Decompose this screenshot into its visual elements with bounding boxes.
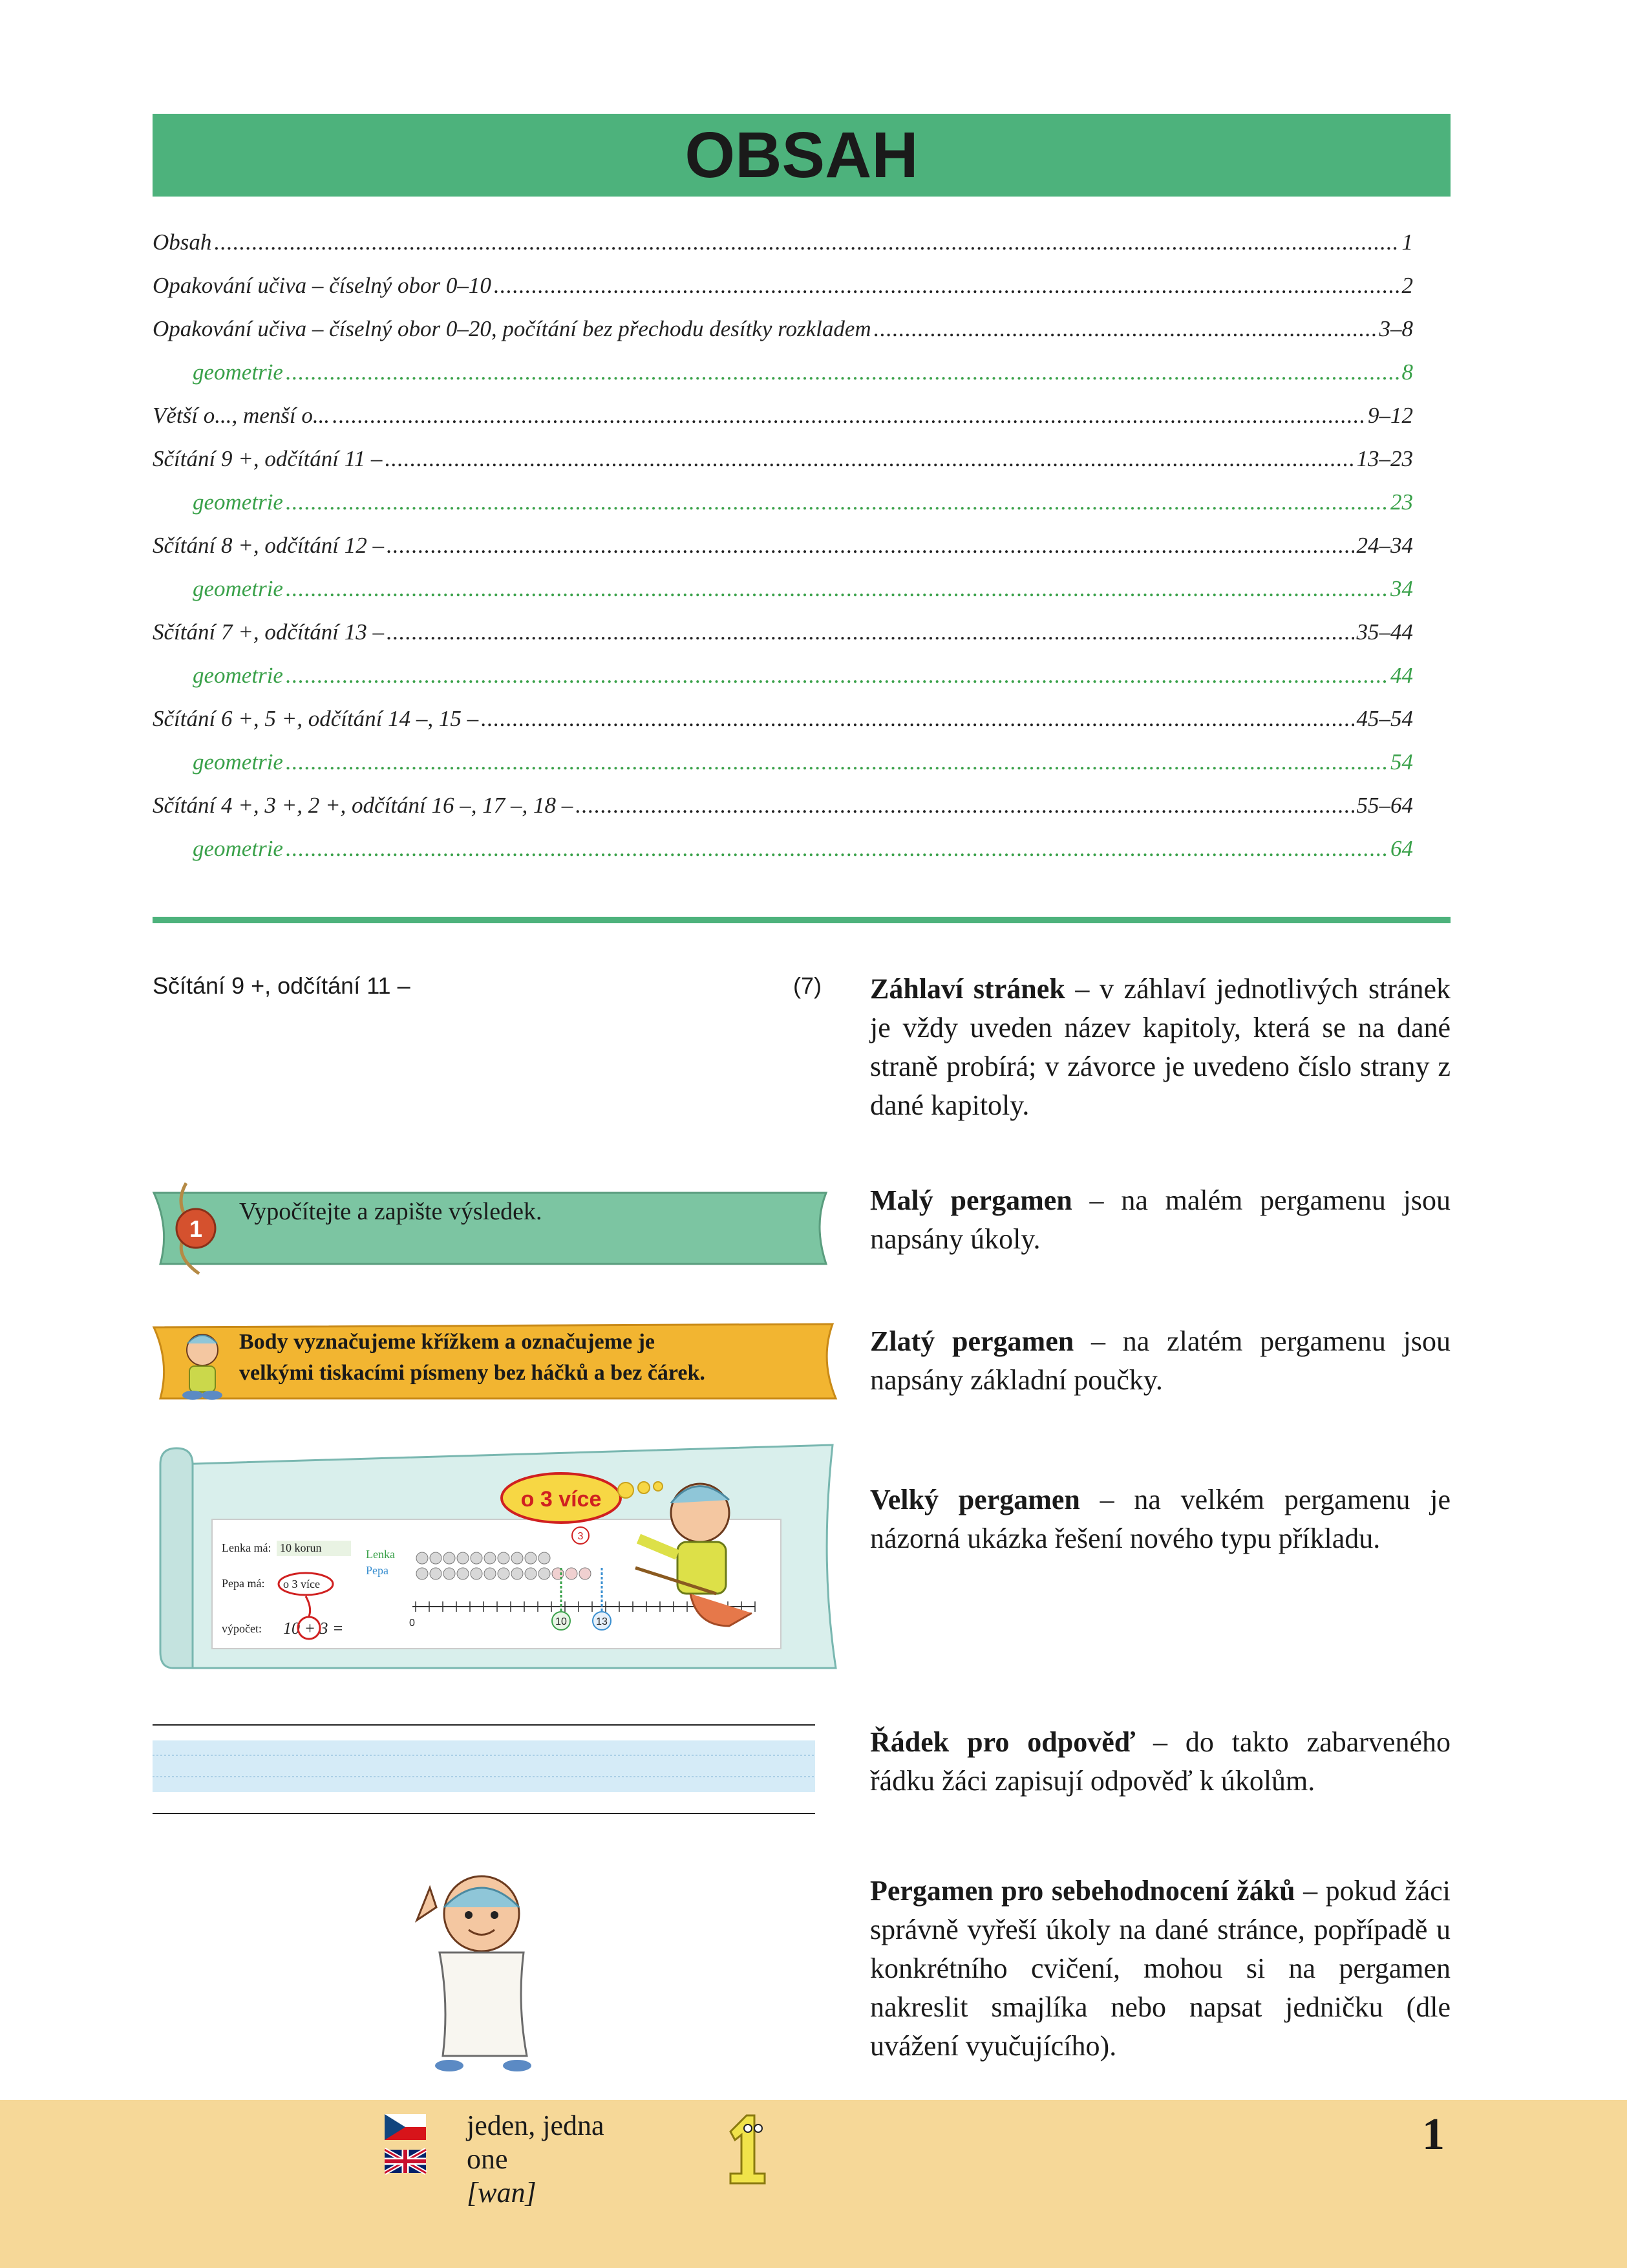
toc-page: 3–8	[1379, 316, 1413, 341]
toc-page: 8	[1401, 359, 1413, 385]
description-header	[870, 970, 1451, 1125]
toc-leader-dots	[332, 403, 1365, 429]
header-example-title: Sčítání 9 +, odčítání 11 –	[153, 972, 410, 999]
lenka-value: 10 korun	[280, 1541, 322, 1554]
task-number: 1	[189, 1215, 203, 1242]
toc-leader-dots	[575, 793, 1354, 818]
word-english: one	[467, 2143, 508, 2175]
toc-title: Sčítání 4 +, 3 +, 2 +, odčítání 16 –, 17 –, 18 –	[153, 793, 573, 818]
coin	[498, 1552, 509, 1564]
toc-title: Obsah	[153, 230, 212, 255]
small-parchment-text: Vypočítejte a zapište výsledek.	[239, 1198, 542, 1225]
toc-page: 9–12	[1368, 403, 1413, 428]
mark-10: 10	[555, 1616, 567, 1627]
toc-row	[153, 663, 1413, 706]
description-term: Řádek pro odpověď	[870, 1726, 1136, 1758]
toc-page: 13–23	[1356, 446, 1413, 471]
toc-title: geometrie	[193, 359, 283, 385]
toc-row	[153, 533, 1413, 576]
toc-title: geometrie	[193, 576, 283, 601]
toc-title: geometrie	[193, 749, 283, 775]
coin	[457, 1552, 469, 1564]
toc-page: 1	[1401, 230, 1413, 255]
coin	[498, 1568, 509, 1579]
word-pronunciation: [wan]	[467, 2177, 537, 2209]
toc-title: Opakování učiva – číselný obor 0–20, počítání bez přechodu desítky rozkladem	[153, 316, 871, 341]
table-of-contents	[153, 230, 1413, 879]
pepa-value: o 3 více	[283, 1578, 320, 1590]
toc-title: Sčítání 9 +, odčítání 11 –	[153, 446, 383, 471]
coin	[538, 1568, 550, 1579]
coin	[416, 1552, 428, 1564]
toc-page: 55–64	[1356, 793, 1413, 818]
description-big-parchment	[870, 1481, 1451, 1558]
coin	[416, 1568, 428, 1579]
toc-row	[153, 230, 1413, 273]
gold-parchment-line2: velkými tiskacími písmeny bez háčků a bez čárek.	[239, 1361, 705, 1385]
coin	[525, 1568, 537, 1579]
gold-parchment-text	[239, 1327, 705, 1389]
toc-title: geometrie	[193, 489, 283, 515]
description-gold-parchment	[870, 1322, 1451, 1400]
coin	[579, 1568, 591, 1579]
description-self-evaluation	[870, 1872, 1451, 2066]
description-text: – do takto zabarveného řádku žáci zapisují odpověď k úkolům.	[870, 1726, 1451, 1797]
toc-leader-dots	[286, 359, 1399, 385]
toc-title: Větší o..., menší o...	[153, 403, 330, 428]
title-bar	[153, 114, 1451, 197]
coin	[457, 1568, 469, 1579]
mark-3: 3	[577, 1531, 584, 1542]
description-text: – na velkém pergamenu je názorná ukázka řešení nového typu příkladu.	[870, 1484, 1451, 1554]
divider	[153, 917, 1451, 923]
coin	[484, 1568, 496, 1579]
coin	[471, 1552, 482, 1564]
page-number: 1	[1422, 2110, 1445, 2159]
toc-leader-dots	[214, 230, 1399, 255]
toc-leader-dots	[286, 489, 1388, 515]
toc-leader-dots	[286, 749, 1388, 775]
description-term: Velký pergamen	[870, 1484, 1080, 1515]
small-parchment	[147, 1180, 833, 1277]
toc-page: 44	[1390, 663, 1413, 688]
toc-row	[153, 576, 1413, 619]
toc-leader-dots	[494, 273, 1399, 299]
pepa-label: Pepa má:	[222, 1577, 265, 1590]
toc-title: Sčítání 6 +, 5 +, odčítání 14 –, 15 –	[153, 706, 479, 731]
toc-page: 35–44	[1356, 619, 1413, 645]
toc-leader-dots	[385, 446, 1354, 472]
coin	[471, 1568, 482, 1579]
toc-row	[153, 403, 1413, 446]
footer	[0, 2100, 1627, 2268]
toc-row	[153, 316, 1413, 359]
calc-label: výpočet:	[222, 1622, 262, 1635]
description-answer-line	[870, 1723, 1451, 1801]
coin	[525, 1552, 537, 1564]
toc-leader-dots	[481, 706, 1354, 732]
uk-flag-icon	[385, 2150, 426, 2173]
description-text: – v záhlaví jednotlivých stránek je vždy uveden název kapitoly, která se na dané straně probírá; v závorce je uvedeno číslo strany z dané kapitoly.	[870, 973, 1451, 1121]
number-one-character-icon	[714, 2109, 772, 2187]
toc-leader-dots	[387, 619, 1354, 645]
toc-title: geometrie	[193, 663, 283, 688]
toc-leader-dots	[387, 533, 1354, 559]
coin	[511, 1568, 523, 1579]
page-title: OBSAH	[685, 119, 919, 191]
description-text: – na malém pergamenu jsou napsány úkoly.	[870, 1184, 1451, 1255]
toc-page: 45–54	[1356, 706, 1413, 731]
toc-leader-dots	[874, 316, 1377, 342]
coin	[484, 1552, 496, 1564]
toc-row	[153, 793, 1413, 836]
flags-icon	[385, 2114, 430, 2179]
toc-leader-dots	[286, 836, 1388, 862]
toc-row	[153, 619, 1413, 663]
toc-title: Sčítání 8 +, odčítání 12 –	[153, 533, 385, 558]
description-text: – na zlatém pergamenu jsou napsány základní poučky.	[870, 1325, 1451, 1396]
toc-row	[153, 359, 1413, 403]
toc-title: Sčítání 7 +, odčítání 13 –	[153, 619, 385, 645]
toc-row	[153, 273, 1413, 316]
header-example	[153, 972, 822, 1000]
toc-row	[153, 706, 1413, 749]
description-term: Záhlaví stránek	[870, 973, 1065, 1005]
description-term: Zlatý pergamen	[870, 1325, 1074, 1357]
coin	[430, 1568, 441, 1579]
footer-words	[467, 2109, 604, 2210]
description-small-parchment	[870, 1181, 1451, 1259]
coin	[511, 1552, 523, 1564]
toc-leader-dots	[286, 576, 1388, 602]
coin	[443, 1568, 455, 1579]
series-pepa: Pepa	[366, 1564, 388, 1577]
toc-leader-dots	[286, 663, 1388, 689]
description-term: Pergamen pro sebehodnocení žáků	[870, 1875, 1295, 1907]
toc-title: Opakování učiva – číselný obor 0–10	[153, 273, 491, 298]
gold-parchment-line1: Body vyznačujeme křížkem a označujeme je	[239, 1330, 655, 1354]
czech-flag-icon	[385, 2114, 426, 2140]
self-evaluation-parchment-icon	[404, 1862, 559, 2075]
axis-zero: 0	[409, 1618, 415, 1629]
toc-page: 34	[1390, 576, 1413, 601]
toc-title: geometrie	[193, 836, 283, 861]
calc-value: 10 + 3 =	[283, 1619, 344, 1638]
series-lenka: Lenka	[366, 1548, 395, 1561]
coin	[538, 1552, 550, 1564]
answer-line	[153, 1720, 815, 1817]
header-example-page: (7)	[793, 972, 822, 999]
mark-13: 13	[596, 1616, 608, 1627]
toc-row	[153, 446, 1413, 489]
description-text: – pokud žáci správně vyřeší úkoly na dané stránce, popřípadě u konkrétního cvičení, mohou si na pergamen nakreslit smajlíka nebo napsat jedničku (dle uvážení vyučujícího).	[870, 1875, 1451, 2062]
toc-page: 2	[1401, 273, 1413, 298]
big-parchment	[147, 1439, 839, 1678]
word-czech: jeden, jedna	[467, 2110, 604, 2141]
bubble-text: o 3 více	[520, 1487, 602, 1512]
toc-page: 23	[1390, 489, 1413, 515]
description-term: Malý pergamen	[870, 1184, 1072, 1216]
toc-row	[153, 749, 1413, 793]
toc-page: 24–34	[1356, 533, 1413, 558]
lenka-label: Lenka má:	[222, 1541, 271, 1554]
coin	[566, 1568, 577, 1579]
toc-row	[153, 836, 1413, 879]
toc-page: 64	[1390, 836, 1413, 861]
coin	[443, 1552, 455, 1564]
coin	[430, 1552, 441, 1564]
toc-row	[153, 489, 1413, 533]
toc-page: 54	[1390, 749, 1413, 775]
